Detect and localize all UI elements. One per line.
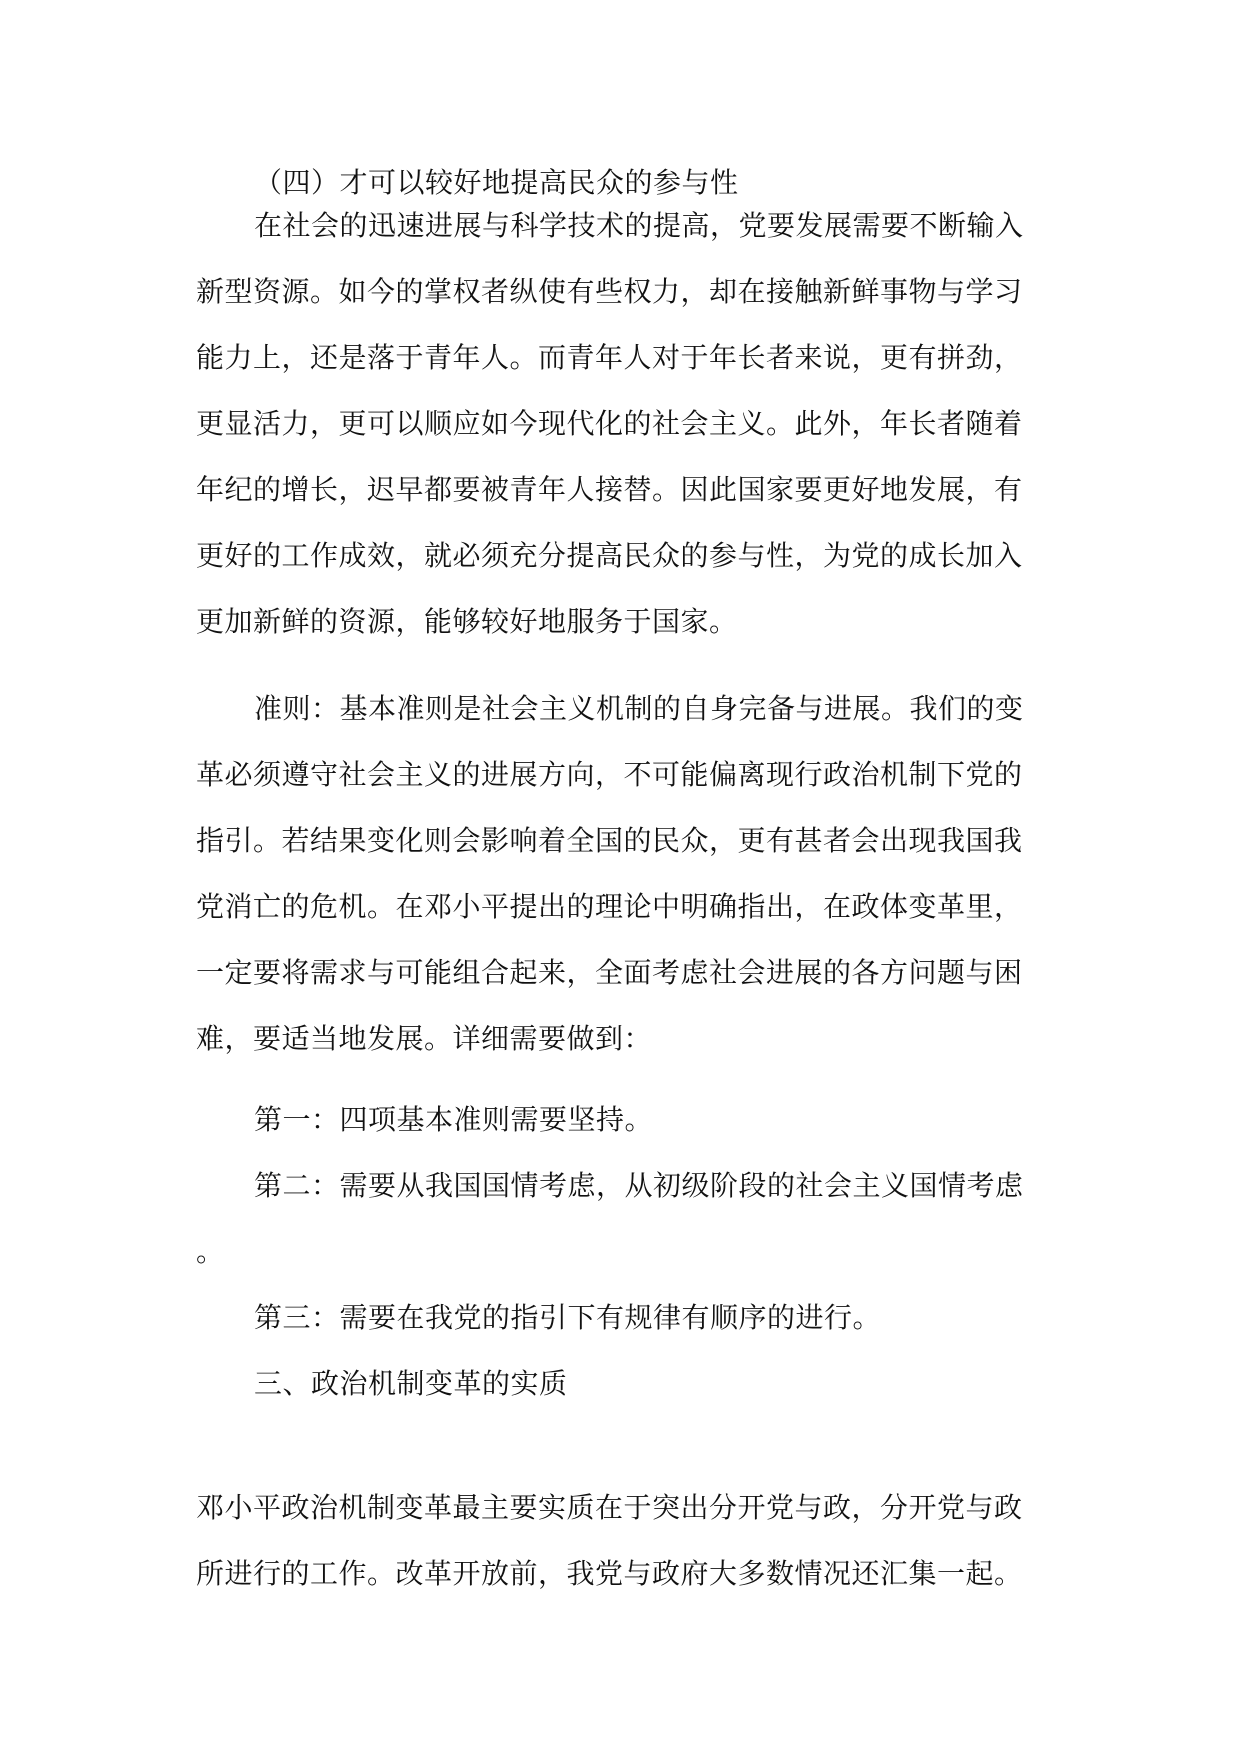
text-line: 第三：需要在我党的指引下有规律有顺序的进行。 — [254, 1301, 882, 1334]
text-line: 在社会的迅速进展与科学技术的提高，党要发展需要不断输入 — [254, 209, 1024, 242]
heading-text: 三、政治机制变革的实质 — [254, 1367, 568, 1400]
text-line: 第二：需要从我国国情考虑，从初级阶段的社会主义国情考虑 — [254, 1169, 1024, 1202]
paragraph-principles — [196, 676, 1046, 1072]
heading-text: （四）才可以较好地提高民众的参与性 — [254, 166, 739, 199]
text-line: 第一：四项基本准则需要坚持。 — [254, 1103, 654, 1136]
text-line: 能力上，还是落于青年人。而青年人对于年长者来说，更有拼劲， — [196, 341, 1023, 374]
list-item-first — [196, 1087, 1046, 1153]
text-line: 指引。若结果变化则会影响着全国的民众，更有甚者会出现我国我 — [196, 824, 1023, 857]
paragraph-participation — [196, 193, 1046, 655]
list-item-third — [196, 1285, 1046, 1351]
text-line: 邓小平政治机制变革最主要实质在于突出分开党与政，分开党与政 — [196, 1491, 1023, 1524]
text-line: 准则：基本准则是社会主义机制的自身完备与进展。我们的变 — [254, 692, 1024, 725]
text-line: 更加新鲜的资源，能够较好地服务于国家。 — [196, 605, 738, 638]
text-line: 年纪的增长，迟早都要被青年人接替。因此国家要更好地发展，有 — [196, 473, 1023, 506]
text-line: 党消亡的危机。在邓小平提出的理论中明确指出，在政体变革里， — [196, 890, 1023, 923]
list-item-second — [196, 1153, 1046, 1285]
text-line: 所进行的工作。改革开放前，我党与政府大多数情况还汇集一起。 — [196, 1557, 1023, 1590]
text-line: 革必须遵守社会主义的进展方向，不可能偏离现行政治机制下党的 — [196, 758, 1023, 791]
paragraph-essence — [196, 1475, 1046, 1607]
text-line: 一定要将需求与可能组合起来，全面考虑社会进展的各方问题与困 — [196, 956, 1023, 989]
text-line: 难，要适当地发展。详细需要做到： — [196, 1022, 653, 1055]
text-line: 新型资源。如今的掌权者纵使有些权力，却在接触新鲜事物与学习 — [196, 275, 1023, 308]
text-line: 更好的工作成效，就必须充分提高民众的参与性，为党的成长加入 — [196, 539, 1023, 572]
text-line: 更显活力，更可以顺应如今现代化的社会主义。此外，年长者随着 — [196, 407, 1023, 440]
section-heading-three — [196, 1351, 1046, 1417]
text-line: 。 — [196, 1235, 225, 1268]
